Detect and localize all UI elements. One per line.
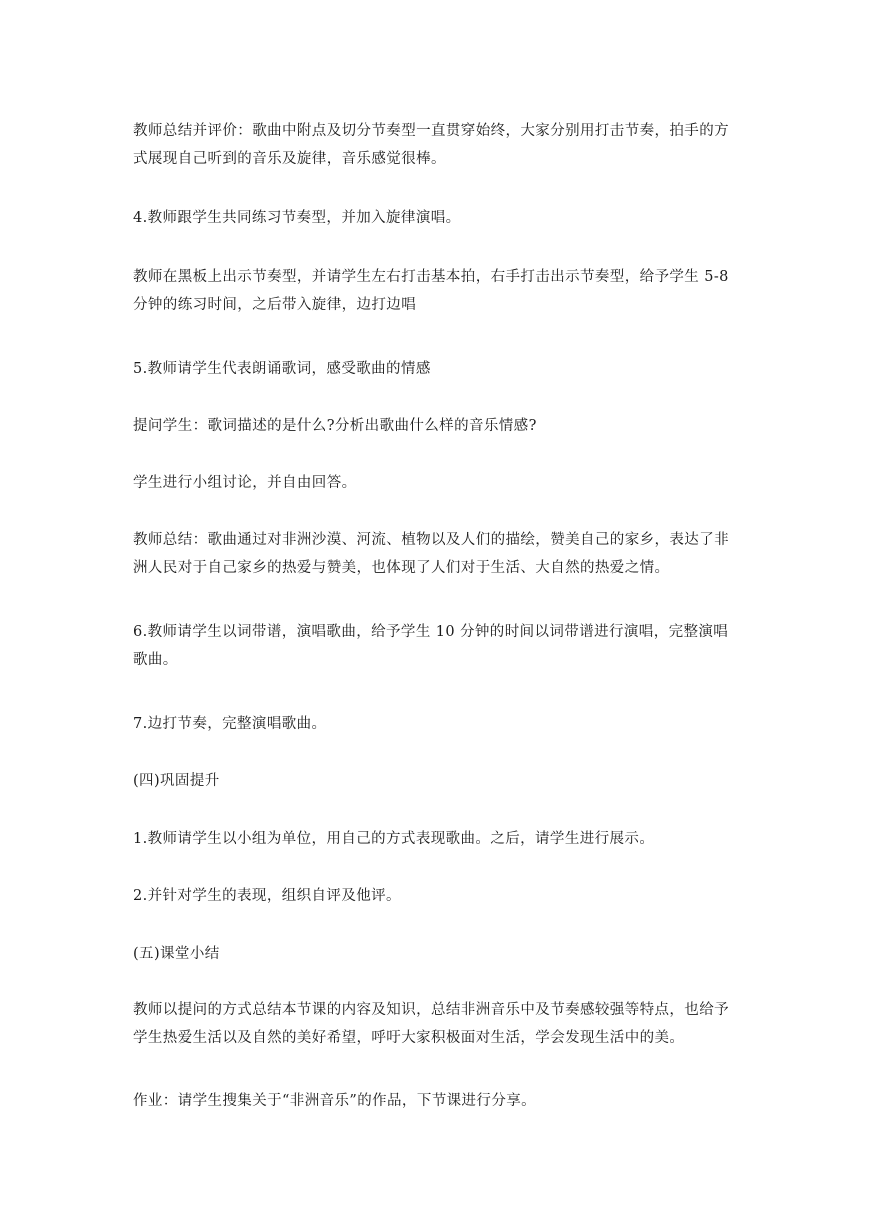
paragraph-step-5-heading: 5.教师请学生代表朗诵歌词，感受歌曲的情感 — [133, 361, 431, 377]
paragraph-homework: 作业：请学生搜集关于“非洲音乐”的作品，下节课进行分享。 — [133, 1093, 537, 1109]
paragraph-teacher-summary-lyrics: 教师总结：歌曲通过对非洲沙漠、河流、植物以及人们的描绘，赞美自己的家乡，表达了非洲人民对于自己家乡的热爱与赞美，也体现了人们对于生活、大自然的热爱之情。 — [133, 532, 729, 576]
paragraph-step-4-heading: 4.教师跟学生共同练习节奏型，并加入旋律演唱。 — [133, 210, 461, 226]
paragraph-rhythm-practice: 教师在黑板上出示节奏型，并请学生左右打击基本拍，右手打击出示节奏型，给予学生 5-8 分钟的练习时间，之后带入旋律，边打边唱 — [133, 269, 729, 313]
section-heading-class-summary: (五)课堂小结 — [133, 946, 220, 962]
paragraph-step-7: 7.边打节奏，完整演唱歌曲。 — [133, 716, 327, 732]
paragraph-class-summary: 教师以提问的方式总结本节课的内容及知识，总结非洲音乐中及节奏感较强等特点，也给予学生热爱生活以及自然的美好希望，呼吁大家积极面对生活，学会发现生活中的美。 — [133, 1002, 729, 1046]
paragraph-teacher-summary-evaluation: 教师总结并评价：歌曲中附点及切分节奏型一直贯穿始终，大家分别用打击节奏，拍手的方式展现自己听到的音乐及旋律，音乐感觉很棒。 — [133, 123, 729, 167]
paragraph-group-discussion: 学生进行小组讨论，并自由回答。 — [133, 475, 357, 491]
section-heading-consolidation: (四)巩固提升 — [133, 773, 220, 789]
paragraph-step-6: 6.教师请学生以词带谱，演唱歌曲，给予学生 10 分钟的时间以词带谱进行演唱，完整演唱歌曲。 — [133, 624, 729, 668]
paragraph-question-students: 提问学生：歌词描述的是什么?分析出歌曲什么样的音乐情感? — [133, 418, 537, 434]
paragraph-consolidation-2: 2.并针对学生的表现，组织自评及他评。 — [133, 888, 401, 904]
paragraph-consolidation-1: 1.教师请学生以小组为单位，用自己的方式表现歌曲。之后，请学生进行展示。 — [133, 831, 655, 847]
